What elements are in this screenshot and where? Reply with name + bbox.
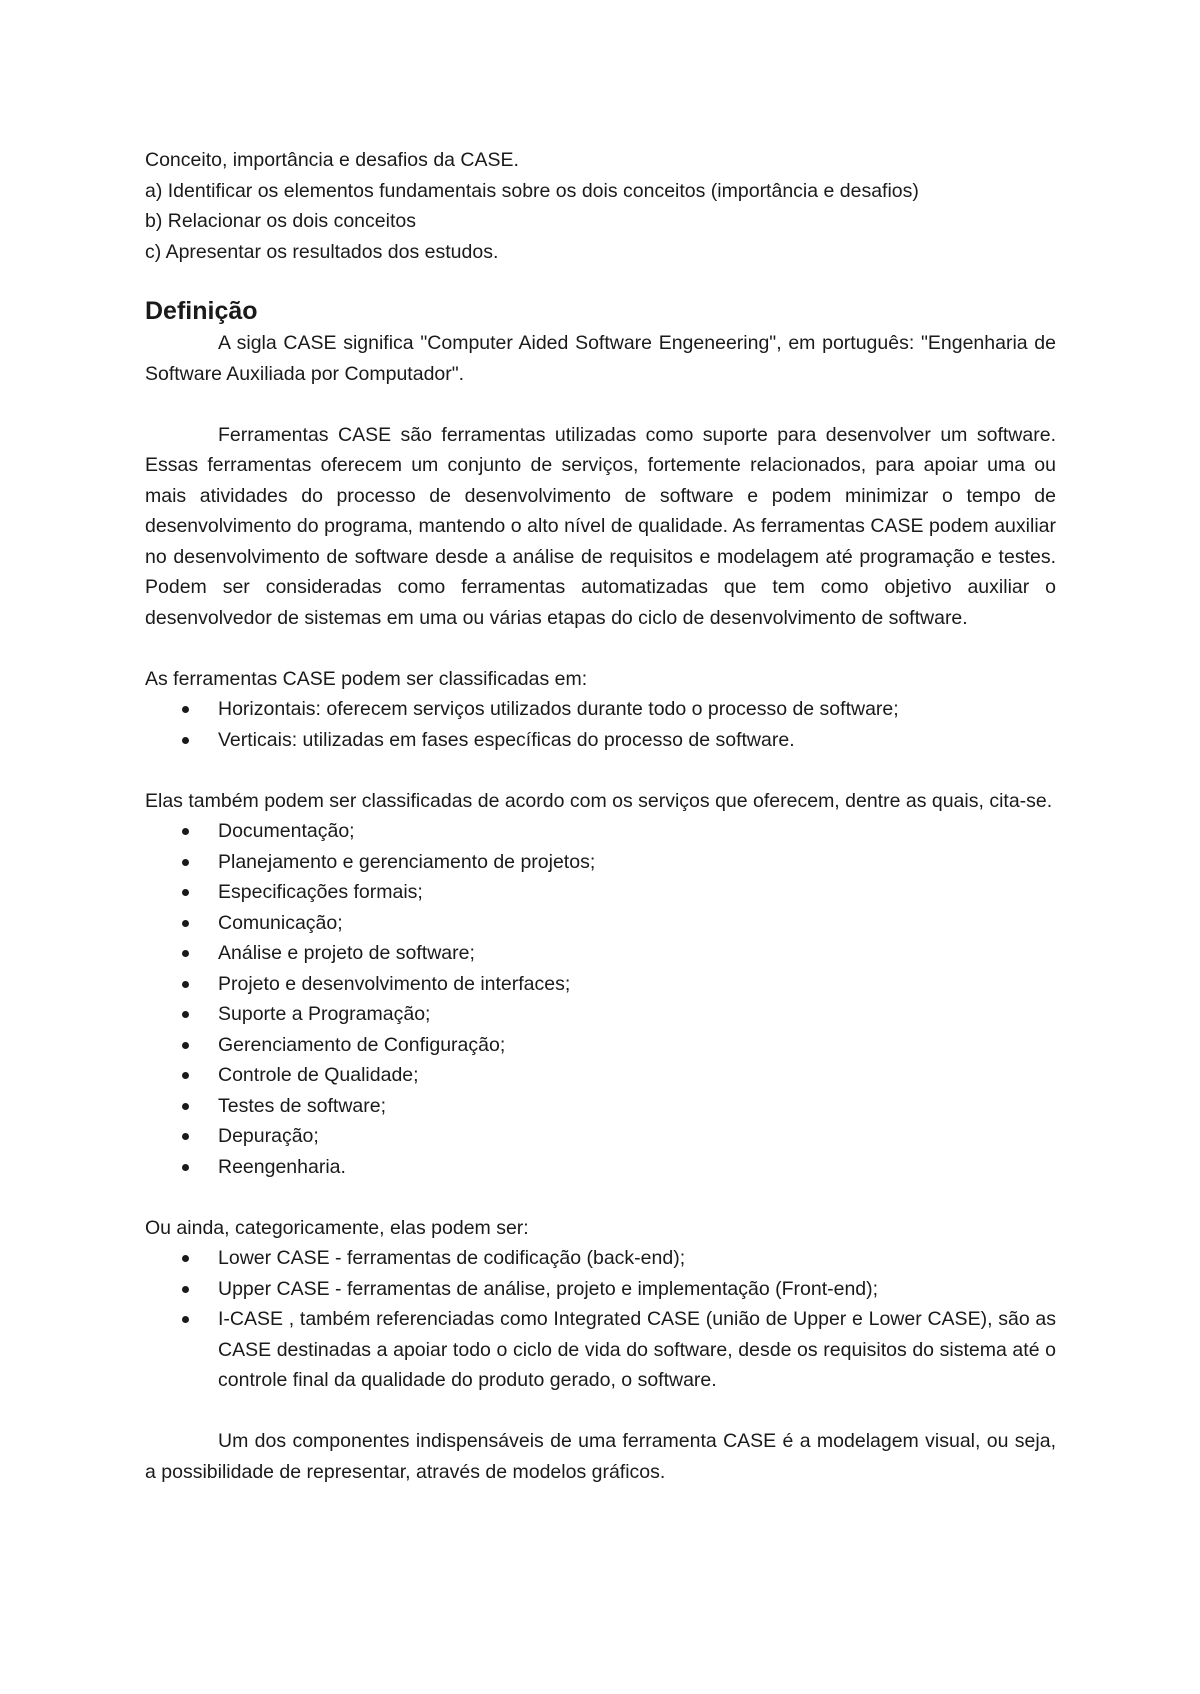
list-item: Upper CASE - ferramentas de análise, projeto e implementação (Front-end);	[218, 1274, 1056, 1305]
list-item: Reengenharia.	[218, 1152, 1056, 1183]
services-intro: Elas também podem ser classificadas de acordo com os serviços que oferecem, dentre as quais, cita-se.	[145, 789, 1053, 812]
bullet-icon	[182, 1133, 189, 1140]
bullet-icon	[182, 1164, 189, 1171]
tools-paragraph: Ferramentas CASE são ferramentas utilizadas como suporte para desenvolver um software. Essas ferramentas oferecem um conjunto de serviços, fortemente relacionados, para apoiar uma ou mais atividades do processo de desenvolvimento de software e podem minimizar o tempo de desenvolvimento do programa, mantendo o alto nível de qualidade. As ferramentas CASE podem auxiliar no desenvolvimento de software desde a análise de requisitos e modelagem até programação e testes. Podem ser consideradas como ferramentas automatizadas que tem como objetivo auxiliar o desenvolvedor de sistemas em uma ou várias etapas do ciclo de desenvolvimento de software.	[145, 423, 1056, 629]
list-item: Lower CASE - ferramentas de codificação (back-end);	[218, 1243, 1056, 1274]
bullet-icon	[182, 1255, 189, 1262]
list-item: I-CASE , também referenciadas como Integrated CASE (união de Upper e Lower CASE), são as CASE destinadas a apoiar todo o ciclo de vida do software, desde os requisitos do sistema até o controle final da qualidade do produto gerado, o software.	[218, 1304, 1056, 1396]
section-heading: Definição	[145, 297, 258, 325]
categories-list	[145, 1243, 1056, 1396]
list-item: Projeto e desenvolvimento de interfaces;	[218, 969, 1056, 1000]
bullet-icon	[182, 859, 189, 866]
bullet-icon	[182, 828, 189, 835]
bullet-icon	[182, 1011, 189, 1018]
list-item: Planejamento e gerenciamento de projetos;	[218, 847, 1056, 878]
classification-intro: As ferramentas CASE podem ser classificadas em:	[145, 667, 588, 690]
list-item: Documentação;	[218, 816, 1056, 847]
bullet-icon	[182, 981, 189, 988]
intro-item-b: b) Relacionar os dois conceitos	[145, 210, 416, 232]
list-item: Especificações formais;	[218, 877, 1056, 908]
final-paragraph: Um dos componentes indispensáveis de uma ferramenta CASE é a modelagem visual, ou seja, a possibilidade de representar, através de modelos gráficos.	[145, 1430, 1056, 1483]
bullet-icon	[182, 1316, 189, 1323]
bullet-icon	[182, 920, 189, 927]
bullet-icon	[182, 1042, 189, 1049]
list-item: Verticais: utilizadas em fases específicas do processo de software.	[218, 725, 1056, 756]
bullet-icon	[182, 1072, 189, 1079]
bullet-icon	[182, 1286, 189, 1293]
intro-block	[145, 145, 1056, 267]
bullet-icon	[182, 737, 189, 744]
list-item: Análise e projeto de software;	[218, 938, 1056, 969]
list-item: Horizontais: oferecem serviços utilizados durante todo o processo de software;	[218, 694, 1056, 725]
list-item: Testes de software;	[218, 1091, 1056, 1122]
bullet-icon	[182, 1103, 189, 1110]
classification-list	[145, 694, 1056, 755]
list-item: Suporte a Programação;	[218, 999, 1056, 1030]
intro-item-a: a) Identificar os elementos fundamentais sobre os dois conceitos (importância e desafios)	[145, 179, 919, 202]
definition-paragraph: A sigla CASE significa "Computer Aided Software Engeneering", em português: "Engenharia de Software Auxiliada por Computador".	[145, 332, 1056, 385]
services-list	[145, 816, 1056, 1182]
bullet-icon	[182, 950, 189, 957]
intro-item-c: c) Apresentar os resultados dos estudos.	[145, 240, 499, 263]
intro-title-line: Conceito, importância e desafios da CASE.	[145, 149, 519, 171]
bullet-icon	[182, 706, 189, 713]
list-item: Gerenciamento de Configuração;	[218, 1030, 1056, 1061]
list-item: Depuração;	[218, 1121, 1056, 1152]
bullet-icon	[182, 889, 189, 896]
list-item: Comunicação;	[218, 908, 1056, 939]
categories-intro: Ou ainda, categoricamente, elas podem ser:	[145, 1216, 529, 1239]
list-item: Controle de Qualidade;	[218, 1060, 1056, 1091]
